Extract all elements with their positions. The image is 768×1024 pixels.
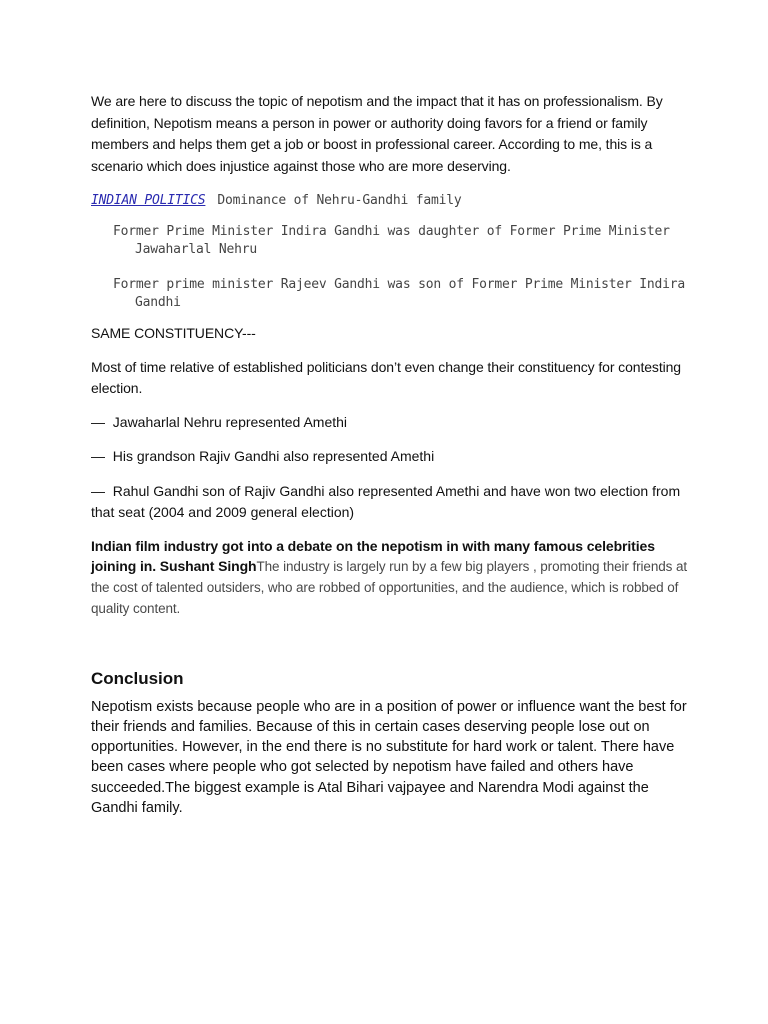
constituency-item-text: Rahul Gandhi son of Rajiv Gandhi also represented Amethi and have won two election from that seat (2004 and 2009 general election): [91, 482, 681, 520]
constituency-item-nehru: [91, 412, 691, 434]
film-bold-text: Indian film industry got into a debate on the nepotism in with many famous celebrities joining in. Sushant Singh: [91, 537, 655, 574]
dash-glyph: —: [91, 482, 105, 499]
indian-politics-link[interactable]: INDIAN POLITICS: [91, 193, 206, 208]
intro-paragraph: We are here to discuss the topic of nepotism and the impact that it has on professionalism. By definition, Nepotism means a person in power or authority doing favors for a friend or family members and helps them get a job or boost in professional career. According to me, this is a scenario which does injustice against those who are more deserving.: [91, 93, 663, 174]
constituency-item-rahul: [91, 481, 691, 524]
politics-item-rajeev: Former prime minister Rajeev Gandhi was son of Former Prime Minister Indira Gandhi: [113, 277, 685, 310]
dash-glyph: —: [91, 413, 105, 430]
constituency-item-rajiv: [91, 446, 691, 468]
film-industry-paragraph: [91, 536, 691, 619]
document-page: [91, 91, 691, 818]
politics-subtitle: Dominance of Nehru-Gandhi family: [217, 193, 462, 208]
conclusion-heading: Conclusion: [91, 668, 184, 688]
constituency-text: Most of time relative of established politicians don’t even change their constituency for contesting election.: [91, 358, 681, 396]
dash-glyph: —: [91, 448, 105, 464]
film-rest-text: The industry is largely run by a few big players , promoting their friends at the cost of talented outsiders, who are robbed of opportunities, and the audience, which is robbed of quality content.: [91, 558, 688, 616]
constituency-item-text: Jawaharlal Nehru represented Amethi: [112, 413, 348, 430]
constituency-heading: SAME CONSTITUENCY---: [91, 325, 256, 341]
politics-heading: [91, 191, 691, 211]
conclusion-paragraph: Nepotism exists because people who are in a position of power or influence want the best for their friends and families. Because of this in certain cases deserving people lose out on opportunities. However, in the end there is no substitute for hard work or talent. There have been cases where people who got selected by nepotism have failed and others have succeeded.The biggest example is Atal Bihari vajpayee and Narendra Modi against the Gandhi family.: [91, 698, 687, 816]
politics-item-indira: Former Prime Minister Indira Gandhi was daughter of Former Prime Minister Jawaharlal Nehru: [113, 224, 670, 257]
constituency-item-text: His grandson Rajiv Gandhi also represented Amethi: [112, 448, 435, 464]
